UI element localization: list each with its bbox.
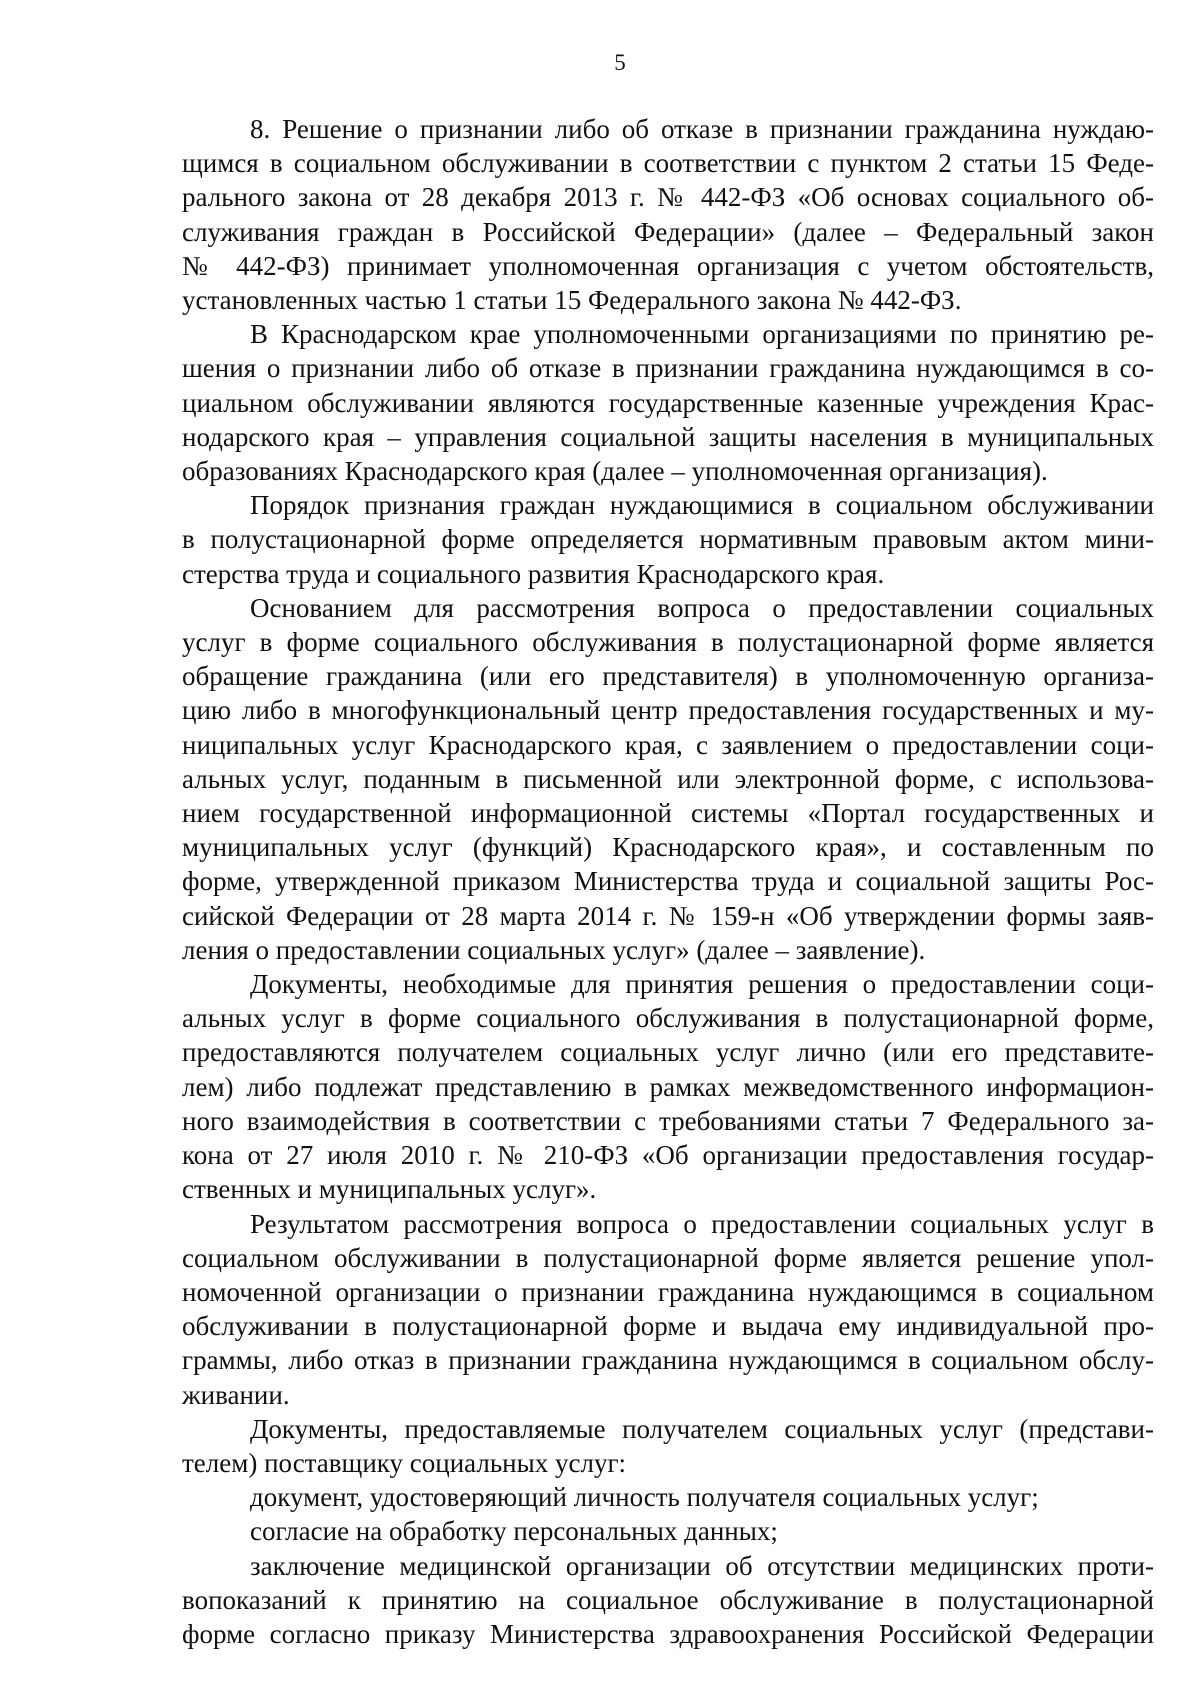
page-number: 5 — [614, 50, 626, 75]
paragraph-line: В Краснодарском крае уполномоченными организациями по принятию ре- — [250, 319, 1154, 350]
paragraph-line: Порядок признания граждан нуждающимися в социальном обслуживании — [250, 490, 1154, 521]
paragraph-line: в полустационарной форме определяется нормативным правовым актом мини- — [182, 524, 1154, 555]
paragraph — [182, 1480, 1154, 1514]
paragraph — [182, 967, 1154, 1206]
paragraph-line: социальном обслуживании в полустационарной форме является решение упол- — [182, 1242, 1154, 1273]
paragraph-line: циальном обслуживании являются государственные казенные учреждения Крас- — [182, 387, 1154, 418]
paragraph-line: Результатом рассмотрения вопроса о предоставлении социальных услуг в — [250, 1208, 1154, 1239]
paragraph — [182, 317, 1154, 488]
paragraph-line: номоченной организации о признании гражданина нуждающимся в социальном — [182, 1276, 1154, 1307]
paragraph-line: образованиях Краснодарского края (далее – уполномоченная организация). — [182, 456, 1048, 487]
paragraph-line: обращение гражданина (или его представителя) в уполномоченную организа- — [182, 661, 1154, 692]
paragraph-line: граммы, либо отказ в признании гражданина нуждающимся в социальном обслу- — [182, 1345, 1154, 1376]
paragraph-line: обслуживании в полустационарной форме и выдача ему индивидуальной про- — [182, 1311, 1154, 1342]
paragraph-line: ниципальных услуг Краснодарского края, с заявлением о предоставлении соци- — [182, 729, 1154, 760]
paragraph-line: кона от 27 июля 2010 г. № 210-ФЗ «Об организации предоставления государ- — [182, 1140, 1154, 1171]
paragraph — [182, 488, 1154, 591]
paragraph-line: муниципальных услуг (функций) Краснодарского края», и составленным по — [182, 832, 1154, 863]
paragraph — [182, 112, 1154, 317]
paragraph-line: ления о предоставлении социальных услуг» (далее – заявление). — [182, 934, 926, 965]
paragraph-line: форме, утвержденной приказом Министерства труда и социальной защиты Рос- — [182, 866, 1154, 897]
paragraph-line: альных услуг, поданным в письменной или электронной форме, с использова- — [182, 763, 1154, 794]
paragraph-line: щимся в социальном обслуживании в соответствии с пунктом 2 статьи 15 Феде- — [182, 148, 1154, 179]
paragraph-line: согласие на обработку персональных данных; — [250, 1516, 778, 1547]
paragraph-line: Документы, предоставляемые получателем социальных услуг (представи- — [250, 1413, 1154, 1444]
paragraph-line: Документы, необходимые для принятия решения о предоставлении соци- — [250, 969, 1154, 1000]
document-body — [182, 112, 1154, 1651]
paragraph-line: документ, удостоверяющий личность получателя социальных услуг; — [250, 1482, 1039, 1513]
paragraph-line: услуг в форме социального обслуживания в полустационарной форме является — [182, 627, 1154, 658]
paragraph-line: форме согласно приказу Министерства здравоохранения Российской Федерации — [182, 1618, 1154, 1649]
paragraph — [182, 591, 1154, 967]
paragraph-line: Основанием для рассмотрения вопроса о предоставлении социальных — [250, 592, 1154, 623]
paragraph-line: 8. Решение о признании либо об отказе в признании гражданина нуждаю- — [250, 114, 1154, 144]
paragraph — [182, 1549, 1154, 1652]
paragraph-line: вопоказаний к принятию на социальное обслуживание в полустационарной — [182, 1584, 1154, 1615]
paragraph-line: ного взаимодействия в соответствии с требованиями статьи 7 Федерального за- — [182, 1105, 1154, 1136]
paragraph — [182, 1514, 1154, 1548]
paragraph-line: предоставляются получателем социальных услуг лично (или его представите- — [182, 1037, 1154, 1068]
paragraph-line: заключение медицинской организации об отсутствии медицинских проти- — [250, 1550, 1154, 1581]
paragraph-line: ственных и муниципальных услуг». — [182, 1174, 597, 1205]
paragraph-line: альных услуг в форме социального обслуживания в полустационарной форме, — [182, 1003, 1154, 1034]
paragraph-line: шения о признании либо об отказе в признании гражданина нуждающимся в со- — [182, 353, 1154, 384]
paragraph — [182, 1412, 1154, 1480]
paragraph-line: телем) поставщику социальных услуг: — [182, 1447, 627, 1478]
paragraph-line: сийской Федерации от 28 марта 2014 г. № 159-н «Об утверждении формы заяв- — [182, 900, 1154, 931]
paragraph-line: установленных частью 1 статьи 15 Федерального закона № 442-ФЗ. — [182, 285, 962, 316]
paragraph — [182, 1207, 1154, 1412]
paragraph-line: стерства труда и социального развития Краснодарского края. — [182, 558, 885, 589]
paragraph-line: служивания граждан в Российской Федерации» (далее – Федеральный закон — [182, 216, 1154, 247]
paragraph-line: живании. — [182, 1379, 290, 1410]
paragraph-line: № 442-ФЗ) принимает уполномоченная организация с учетом обстоятельств, — [182, 250, 1154, 281]
paragraph-line: цию либо в многофункциональный центр предоставления государственных и му- — [182, 695, 1154, 726]
paragraph-line: нием государственной информационной системы «Портал государственных и — [182, 798, 1154, 829]
paragraph-line: нодарского края – управления социальной защиты населения в муниципальных — [182, 421, 1154, 452]
paragraph-line: лем) либо подлежат представлению в рамках межведомственного информацион- — [182, 1071, 1154, 1102]
paragraph-line: рального закона от 28 декабря 2013 г. № 442-ФЗ «Об основах социального об- — [182, 182, 1154, 213]
